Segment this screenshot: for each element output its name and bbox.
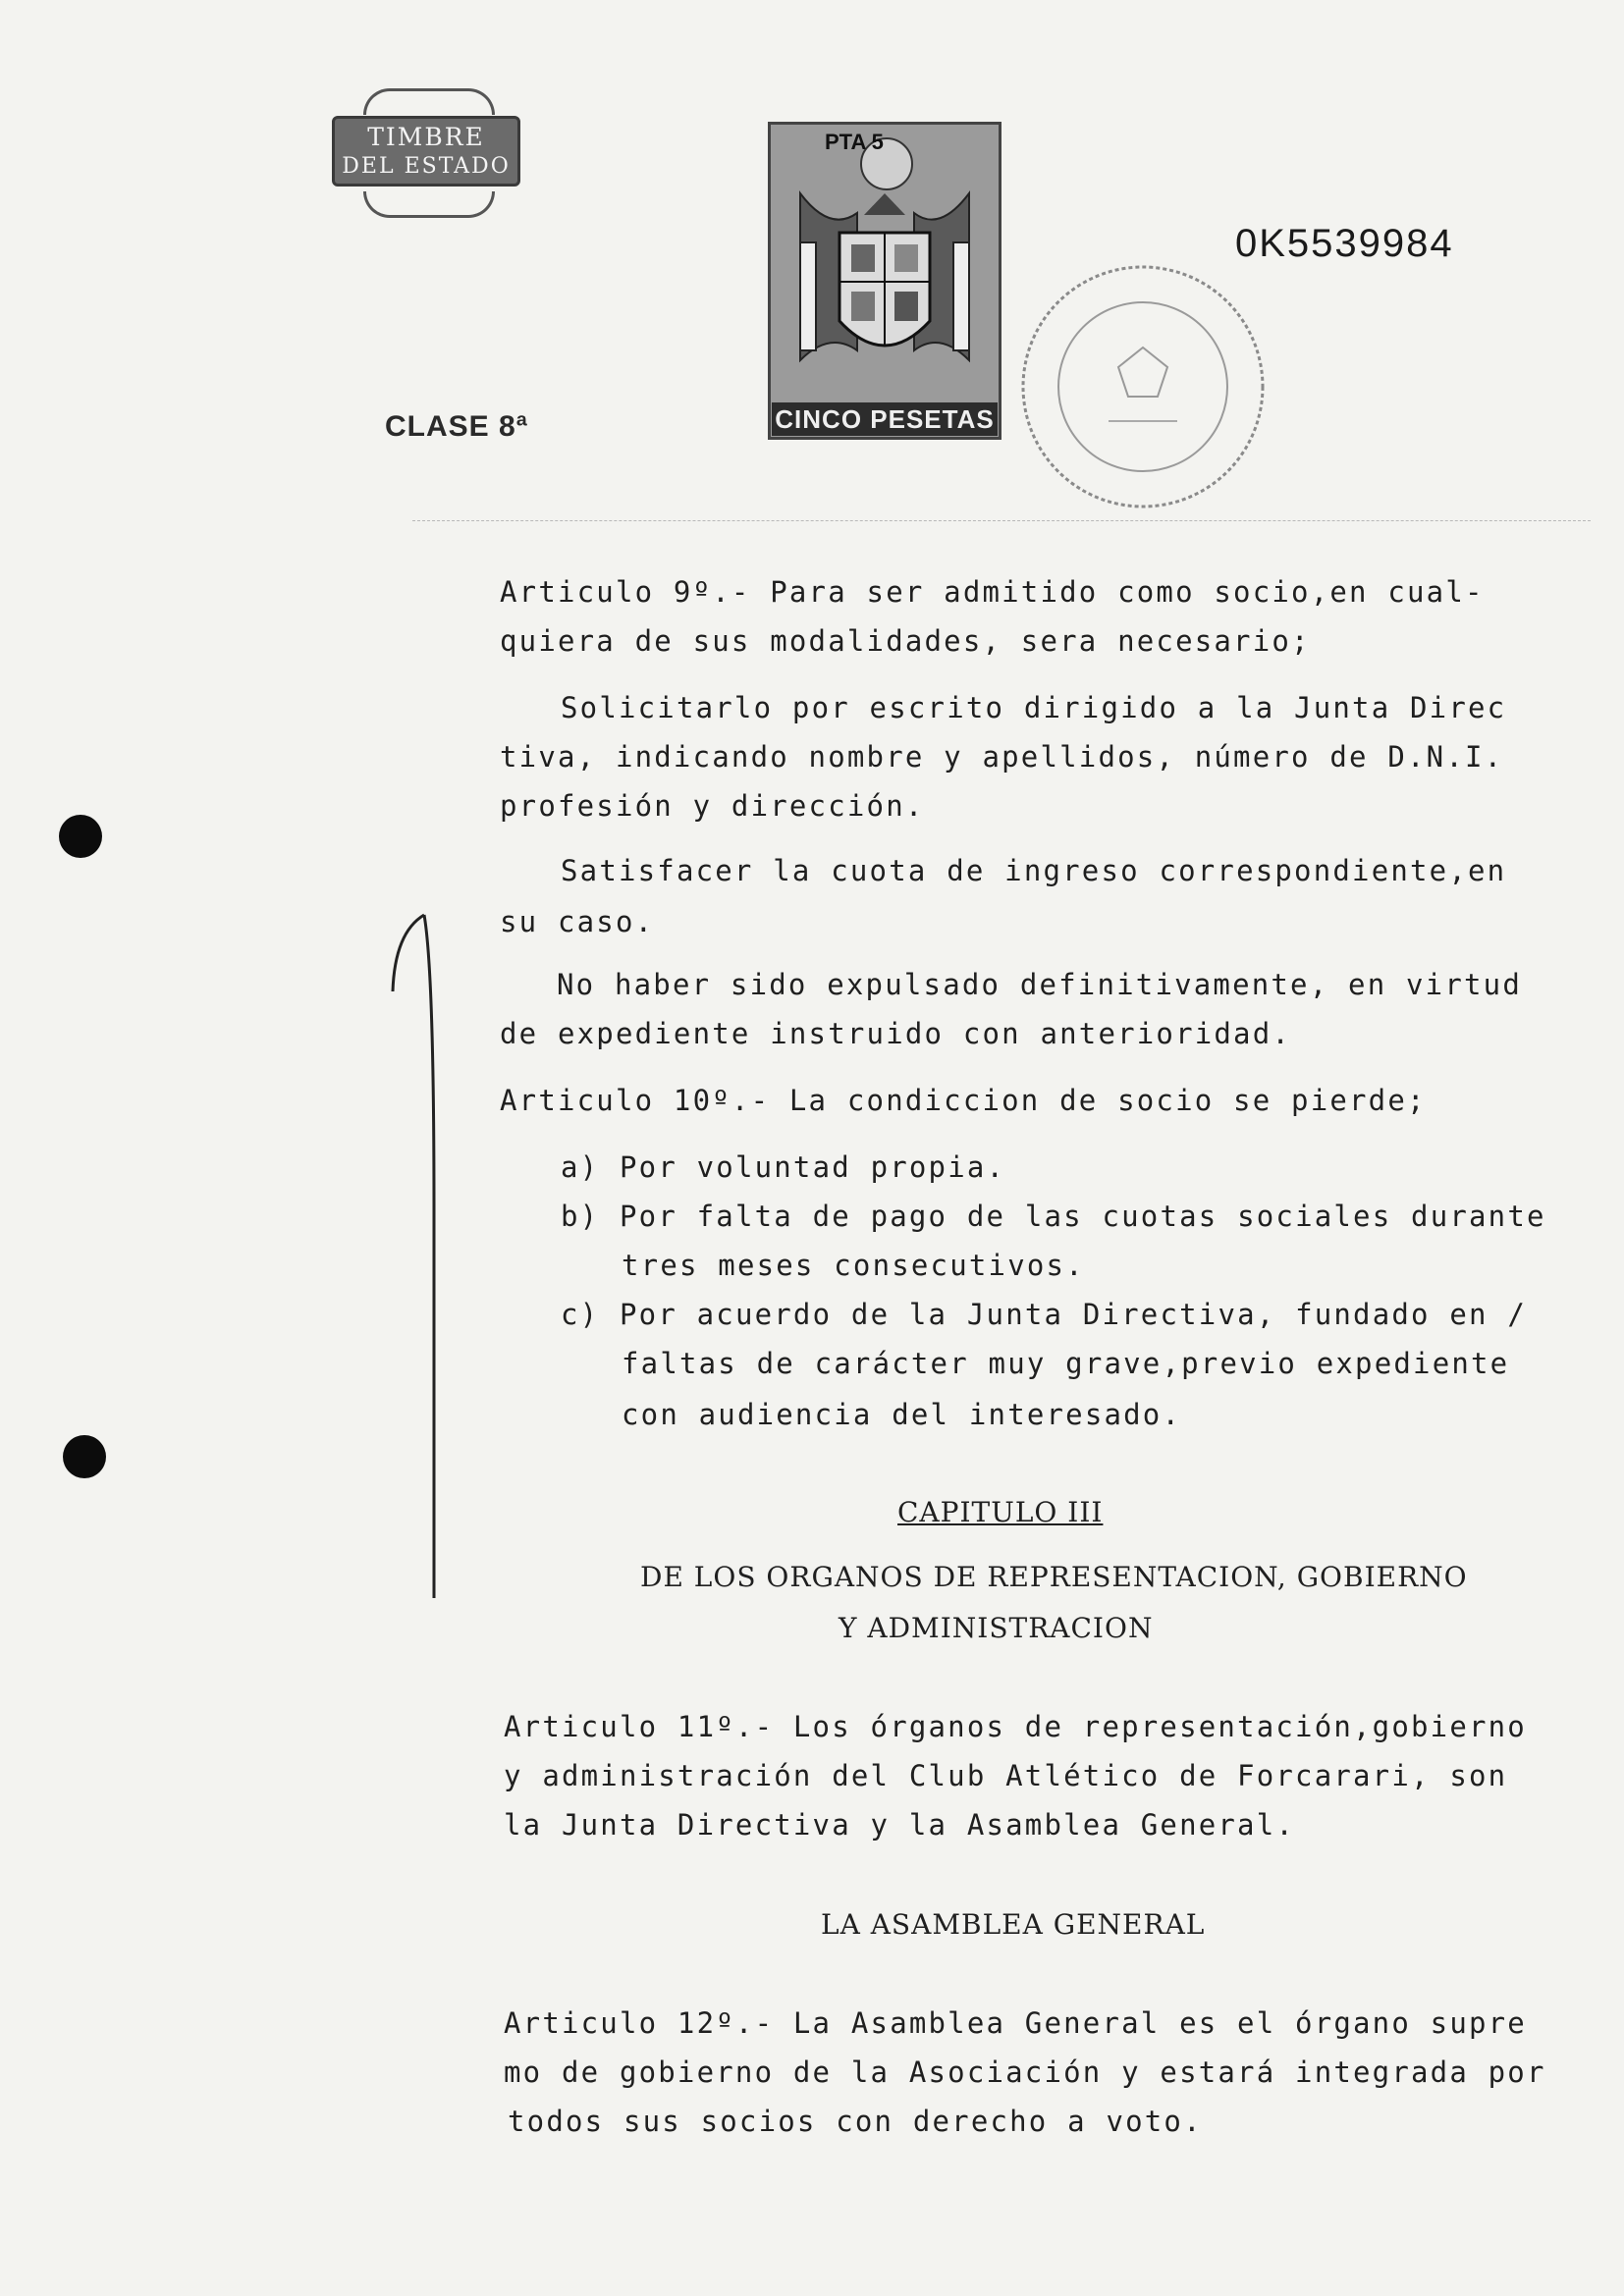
- art12-line1: Articulo 12º.- La Asamblea General es el órgano supre: [504, 2006, 1527, 2040]
- art9-p2-line2: su caso.: [500, 905, 655, 938]
- art9-p1-line3: profesión y dirección.: [500, 789, 925, 823]
- chapter-subtitle-line1: DE LOS ORGANOS DE REPRESENTACION, GOBIERNO: [640, 1561, 1468, 1593]
- asamblea-heading: LA ASAMBLEA GENERAL: [821, 1908, 1206, 1941]
- art10-c-line3: con audiencia del interesado.: [622, 1398, 1182, 1431]
- circular-seal-icon: [1015, 259, 1271, 514]
- art12-line3: todos sus socios con derecho a voto.: [508, 2105, 1203, 2138]
- binder-hole-top: [59, 815, 102, 858]
- art9-p1-line2: tiva, indicando nombre y apellidos, número de D.N.I.: [500, 740, 1504, 774]
- art10-a-text: Por voluntad propia.: [620, 1150, 1006, 1184]
- art9-p2-line1: Satisfacer la cuota de ingreso correspondiente,en: [561, 854, 1507, 887]
- timbre-ornament-bottom: [363, 191, 495, 218]
- stamp-value-pta: PTA 5: [825, 130, 884, 154]
- chapter-subtitle-line2: Y ADMINISTRACION: [839, 1612, 1154, 1644]
- art11-line2: y administración del Club Atlético de Forcarari, son: [504, 1759, 1508, 1792]
- art10-c-marker: c): [561, 1298, 600, 1331]
- art9-p1-line1: Solicitarlo por escrito dirigido a la Junta Direc: [561, 691, 1507, 724]
- margin-bracket-mark: [385, 913, 444, 1600]
- art10-b-line2: tres meses consecutivos.: [622, 1249, 1085, 1282]
- serial-number: 0K5539984: [1235, 222, 1454, 265]
- art12-line2: mo de gobierno de la Asociación y estará integrada por: [504, 2056, 1546, 2089]
- art10-c-line1: Por acuerdo de la Junta Directiva, fundado en /: [620, 1298, 1527, 1331]
- separator-line: [412, 520, 1591, 521]
- timbre-line2: DEL ESTADO: [342, 154, 511, 179]
- timbre-ornament-top: [363, 88, 495, 115]
- clase-label: CLASE 8ª: [385, 410, 528, 443]
- art10-b-line1: Por falta de pago de las cuotas sociales durante: [620, 1200, 1546, 1233]
- art10-line1: Articulo 10º.- La condiccion de socio se pierde;: [500, 1084, 1427, 1117]
- art9-p3-line2: de expediente instruido con anterioridad.: [500, 1017, 1292, 1050]
- art10-a-marker: a): [561, 1150, 600, 1184]
- art9-p3-line1: No haber sido expulsado definitivamente, en virtud: [557, 968, 1522, 1001]
- art9-line1: Articulo 9º.- Para ser admitido como socio,en cual-: [500, 575, 1485, 609]
- timbre-del-estado-emblem: [332, 116, 520, 187]
- art9-line2: quiera de sus modalidades, sera necesario;: [500, 624, 1311, 658]
- timbre-line1: TIMBRE: [367, 123, 485, 151]
- art10-c-line2: faltas de carácter muy grave,previo expediente: [622, 1347, 1510, 1380]
- binder-hole-bottom: [63, 1435, 106, 1478]
- art11-line1: Articulo 11º.- Los órganos de representación,gobierno: [504, 1710, 1527, 1743]
- stamp-value-text: CINCO PESETAS: [772, 402, 998, 436]
- art10-b-marker: b): [561, 1200, 600, 1233]
- coat-of-arms-icon: [771, 125, 999, 400]
- art11-line3: la Junta Directiva y la Asamblea General.: [504, 1808, 1296, 1842]
- chapter-title: CAPITULO III: [897, 1496, 1104, 1528]
- revenue-stamp: [768, 122, 1001, 440]
